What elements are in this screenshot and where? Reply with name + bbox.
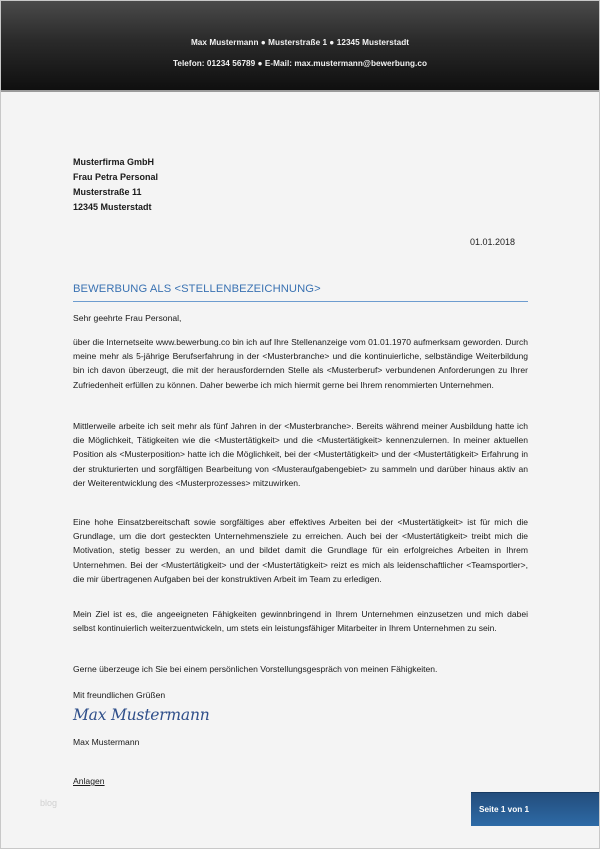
- body-paragraph: Mein Ziel ist es, die angeeigneten Fähigkeiten gewinnbringend in Ihrem Unternehmen einzusetzen und mich dabei selbst kontinuierlich weiterzuentwickeln, um stets ein leistungsfähiger Mitarbeiter in Ihrem Unternehmen zu sein.: [73, 609, 528, 634]
- sender-address: Max Mustermann ● Musterstraße 1 ● 12345 Musterstadt: [190, 38, 410, 47]
- recipient-company: Musterfirma GmbH: [73, 157, 155, 167]
- body-paragraph: über die Internetseite www.bewerbung.co bin ich auf Ihre Stellenanzeige vom 01.01.1970 aufmerksam geworden. Durch meine mehr als 5-jährige Berufserfahrung in der <Musterbranche> und die kontinuierliche, selbständige Weiterbildung bin ich davon überzeugt, die mit der herausfordernden Stelle als <Musterberuf> verbundenen Anforderungen zu Ihrer Zufriedenheit erfüllen zu können. Daher bewerbe ich mich hiermit gerne bei Ihrem renommierten Unternehmen.: [73, 337, 528, 390]
- recipient-city: 12345 Musterstadt: [73, 202, 152, 212]
- body-paragraph: Gerne überzeuge ich Sie bei einem persönlichen Vorstellungsgespräch von meinen Fähigkeiten.: [73, 664, 438, 674]
- enclosures-label: Anlagen: [73, 776, 105, 786]
- page-indicator: Seite 1 von 1: [479, 805, 530, 814]
- subject-heading: BEWERBUNG ALS <STELLENBEZEICHNUNG>: [73, 283, 321, 295]
- body-paragraph: Mittlerweile arbeite ich seit mehr als fünf Jahren in der <Musterbranche>. Bereits während meiner Ausbildung hatte ich die Möglichkeit, Tätigkeiten wie die <Mustertätigkeit> und die <Mustertätigkeit> kennenzulernen. In meiner aktuellen Position als <Musterposition> hatte ich die Möglichkeit, bei der <Mustertätigkeit> und der <Mustertätigkeit> Erfahrung in der strukturierten und sorgfältigen Bearbeitung von <Musteraufgabengebiet> zu sammeln und darüber hinaus aktiv an der Weiterentwicklung des <Musterprozesses> mitzuwirken.: [73, 421, 528, 488]
- sender-header: [1, 1, 599, 92]
- watermark-text: blog: [40, 798, 58, 808]
- closing-phrase: Mit freundlichen Grüßen: [73, 690, 166, 700]
- letter-date: 01.01.2018: [469, 237, 515, 247]
- signer-name: Max Mustermann: [73, 737, 140, 747]
- recipient-street: Musterstraße 11: [73, 187, 142, 197]
- recipient-address: [73, 155, 158, 215]
- body-paragraph: Eine hohe Einsatzbereitschaft sowie sorgfältiges aber effektives Arbeiten bei der <Mustertätigkeit> ist für mich die Grundlage, um die dort gesteckten Unternehmensziele zu erreichen. Auch bei der <Mustertätigkeit> treibt mich die Motivation, stetig besser zu werden, an und bildet damit die Grundlage für ein erfolgreiches Arbeiten in Ihrem Unternehmen. Bei der <Mustertätigkeit> und der <Mustertätigkeit> reizt es mich als leidenschaftlicher <Teamsportler>, die mir übertragenen Aufgaben bei der konstruktiven Arbeit im Team zu erledigen.: [73, 517, 528, 584]
- handwritten-signature: Max Mustermann: [73, 706, 210, 724]
- page-number-box: [471, 792, 600, 826]
- subject-divider: [73, 301, 528, 302]
- recipient-person: Frau Petra Personal: [73, 172, 159, 182]
- salutation: Sehr geehrte Frau Personal,: [73, 313, 182, 323]
- sender-contact: Telefon: 01234 56789 ● E-Mail: max.mustermann@bewerbung.co: [172, 59, 428, 68]
